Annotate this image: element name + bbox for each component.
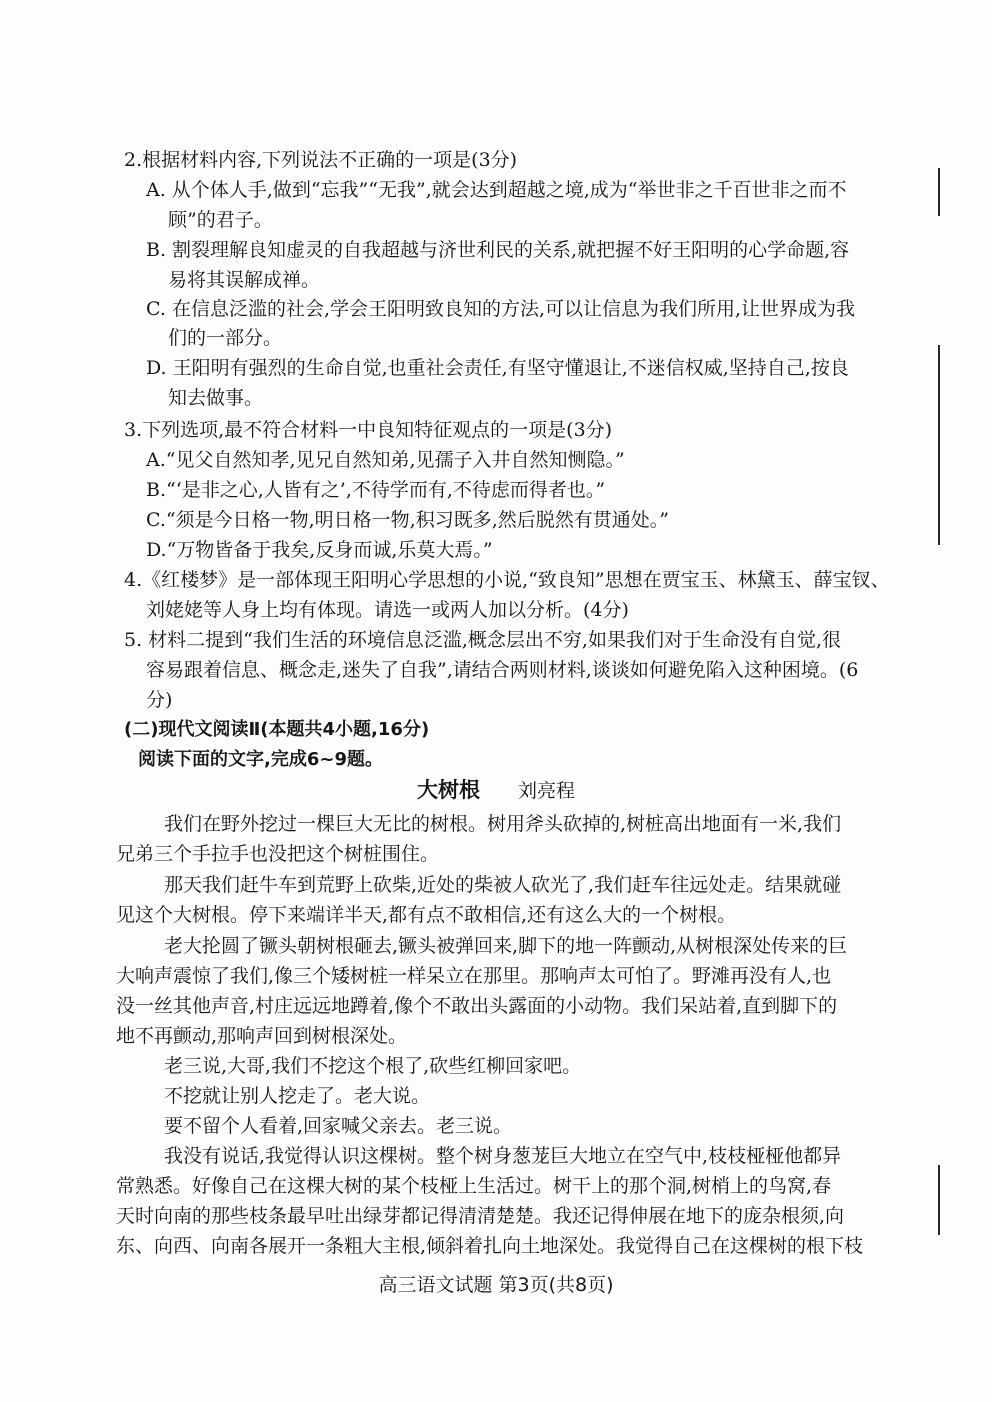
question-4-line-1: 4.《红楼梦》是一部体现王阳明心学思想的小说,“致良知”思想在贾宝玉、林黛玉、薛宝钗、 bbox=[124, 569, 890, 591]
question-3-option-d: D.“万物皆备于我矣,反身而诚,乐莫大焉。” bbox=[146, 539, 493, 561]
paragraph-7-line-2: 常熟悉。好像自己在这棵大树的某个枝桠上生活过。树干上的那个洞,树梢上的鸟窝,春 bbox=[116, 1175, 832, 1197]
story-author: 刘亮程 bbox=[517, 780, 575, 802]
question-5-line-1: 5. 材料二提到“我们生活的环境信息泛滥,概念层出不穷,如果我们对于生命没有自觉,很 bbox=[124, 629, 842, 651]
paragraph-7-line-3: 天时向南的那些枝条最早吐出绿芽都记得清清楚楚。我还记得伸展在地下的庞杂根须,向 bbox=[116, 1205, 845, 1227]
binding-mark bbox=[938, 1165, 940, 1235]
question-2-option-d-continued: 知去做事。 bbox=[168, 387, 264, 409]
section-instruction: 阅读下面的文字,完成6~9题。 bbox=[138, 749, 383, 770]
paragraph-3-line-1: 老大抡圆了镢头朝树根砸去,镢头被弹回来,脚下的地一阵颤动,从树根深处传来的巨 bbox=[164, 935, 848, 957]
paragraph-2-line-2: 见这个大树根。停下来端详半天,都有点不敢相信,还有这么大的一个树根。 bbox=[116, 904, 737, 926]
paragraph-4: 老三说,大哥,我们不挖这个根了,砍些红柳回家吧。 bbox=[164, 1055, 582, 1077]
question-2-option-a-continued: 顾”的君子。 bbox=[168, 209, 273, 231]
binding-mark bbox=[938, 345, 940, 545]
question-2-option-b-continued: 易将其误解成禅。 bbox=[168, 269, 321, 291]
question-2-stem: 2.根据材料内容,下列说法不正确的一项是(3分) bbox=[124, 149, 518, 171]
question-5-line-2: 容易跟着信息、概念走,迷失了自我”,请结合两则材料,谈谈如何避免陷入这种困境。(6 bbox=[146, 659, 859, 681]
paragraph-6: 要不留个人看着,回家喊父亲去。老三说。 bbox=[164, 1115, 513, 1137]
paragraph-1-line-2: 兄弟三个手拉手也没把这个树桩围住。 bbox=[116, 843, 440, 865]
paragraph-3-line-4: 地不再颤动,那响声回到树根深处。 bbox=[116, 1025, 408, 1047]
question-3-stem: 3.下列选项,最不符合材料一中良知特征观点的一项是(3分) bbox=[124, 419, 613, 441]
question-2-option-d: D. 王阳明有强烈的生命自觉,也重社会责任,有坚守懂退让,不迷信权威,坚持自己,按良 bbox=[146, 357, 849, 379]
paragraph-2-line-1: 那天我们赶牛车到荒野上砍柴,近处的柴被人砍光了,我们赶车往远处走。结果就碰 bbox=[164, 874, 842, 896]
question-2-option-c-continued: 们的一部分。 bbox=[168, 327, 283, 349]
paragraph-3-line-3: 没一丝其他声音,村庄远远地蹲着,像个不敢出头露面的小动物。我们呆站着,直到脚下的 bbox=[116, 995, 838, 1017]
question-5-line-3: 分) bbox=[146, 689, 173, 711]
question-3-option-c: C.“须是今日格一物,明日格一物,积习既多,然后脱然有贯通处。” bbox=[146, 509, 669, 531]
paragraph-7-line-1: 我没有说话,我觉得认识这棵树。整个树身葱茏巨大地立在空气中,枝枝桠桠他都异 bbox=[164, 1145, 842, 1167]
question-4-line-2: 刘姥姥等人身上均有体现。请选一或两人加以分析。(4分) bbox=[146, 599, 629, 621]
paragraph-7-line-4: 东、向西、向南各展开一条粗大主根,倾斜着扎向土地深处。我觉得自己在这棵树的根下枝 bbox=[116, 1235, 864, 1257]
story-title: 大树根 bbox=[416, 778, 480, 802]
paragraph-1-line-1: 我们在野外挖过一棵巨大无比的树根。树用斧头砍掉的,树桩高出地面有一米,我们 bbox=[164, 813, 842, 835]
page-footer: 高三语文试题 第3页(共8页) bbox=[378, 1274, 614, 1296]
paragraph-5: 不挖就让别人挖走了。老大说。 bbox=[164, 1085, 431, 1107]
story-title-block bbox=[0, 778, 992, 803]
question-3-option-a: A.“见父自然知孝,见兄自然知弟,见孺子入井自然知恻隐。” bbox=[146, 449, 625, 471]
section-heading: (二)现代文阅读Ⅱ(本题共4小题,16分) bbox=[124, 719, 430, 740]
binding-mark bbox=[938, 168, 940, 216]
question-2-option-a: A. 从个体人手,做到“忘我”“无我”,就会达到超越之境,成为“举世非之千百世非之而不 bbox=[146, 179, 847, 201]
question-3-option-b: B.“‘是非之心,人皆有之’,不待学而有,不待虑而得者也。” bbox=[146, 479, 606, 501]
question-2-option-b: B. 割裂理解良知虚灵的自我超越与济世利民的关系,就把握不好王阳明的心学命题,容 bbox=[146, 239, 850, 261]
paragraph-3-line-2: 大响声震惊了我们,像三个矮树桩一样呆立在那里。那响声太可怕了。野滩再没有人,也 bbox=[116, 965, 832, 987]
question-2-option-c: C. 在信息泛滥的社会,学会王阳明致良知的方法,可以让信息为我们所用,让世界成为我 bbox=[146, 298, 856, 320]
